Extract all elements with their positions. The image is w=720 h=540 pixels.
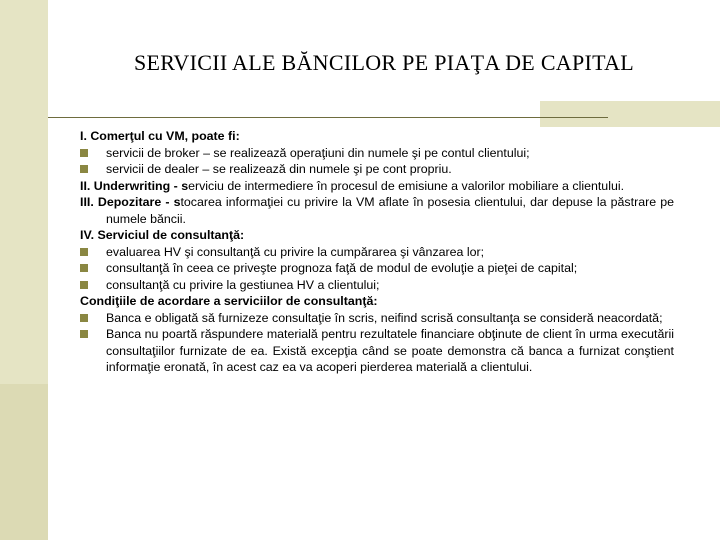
slide-title: SERVICII ALE BĂNCILOR PE PIAŢA DE CAPITAL xyxy=(133,50,635,75)
sidebar-decoration-lower xyxy=(0,384,48,540)
square-bullet-icon xyxy=(80,264,88,272)
list-item xyxy=(80,161,674,178)
square-bullet-icon xyxy=(80,165,88,173)
section-2-label: II. Underwriting - s xyxy=(80,178,189,193)
list-item-text: evaluarea HV şi consultanţă cu privire la cumpărarea şi vânzarea lor; xyxy=(106,244,485,259)
slide-content xyxy=(80,128,674,376)
list-item-text: consultanţă în ceea ce priveşte prognoza faţă de modul de evoluţie a pieţei de capital; xyxy=(106,261,578,275)
square-bullet-icon xyxy=(80,330,88,338)
list-item xyxy=(80,277,674,294)
section-4-heading: IV. Serviciul de consultanţă: xyxy=(80,228,245,242)
section-3 xyxy=(80,194,674,227)
section-1-heading: I. Comerţul cu VM, poate fi: xyxy=(80,129,240,143)
title-rule xyxy=(48,117,608,118)
section-3-text: tocarea informaţiei cu privire la VM aflate în posesia clientului, dar depuse la păstrare pe numele băncii. xyxy=(106,195,674,226)
square-bullet-icon xyxy=(80,314,88,322)
list-item xyxy=(80,145,674,162)
title-rule-box xyxy=(540,101,720,127)
list-item-text: consultanţă cu privire la gestiunea HV a clientului; xyxy=(106,277,380,292)
section-2-text: erviciu de intermediere în procesul de emisiune a valorilor mobiliare a clientului. xyxy=(188,178,625,193)
section-3-label: III. Depozitare - s xyxy=(80,195,181,209)
list-item-text: servicii de dealer – se realizează din numele şi pe cont propriu. xyxy=(106,162,452,176)
list-item xyxy=(80,326,674,376)
section-5-heading: Condiţiile de acordare a serviciilor de consultanţă: xyxy=(80,294,378,308)
list-item xyxy=(80,244,674,261)
square-bullet-icon xyxy=(80,281,88,289)
section-2 xyxy=(80,178,674,195)
list-item xyxy=(80,260,674,277)
square-bullet-icon xyxy=(80,149,88,157)
list-item-text: Banca nu poartă răspundere materială pentru rezultatele financiare obţinute de client în urma executării consultaţiilor furnizate de ea. Există excepţia când se poate demonstra că banca a furnizat conştient informaţie eronată, în acest caz ea va acoperi pierderea materială a clientului. xyxy=(106,327,674,374)
list-item-text: servicii de broker – se realizează operaţiuni din numele şi pe contul clientului; xyxy=(106,145,530,160)
square-bullet-icon xyxy=(80,248,88,256)
list-item xyxy=(80,310,674,327)
list-item-text: Banca e obligată să furnizeze consultaţie în scris, neifind scrisă consultanţa se consideră neacordată; xyxy=(106,310,663,325)
